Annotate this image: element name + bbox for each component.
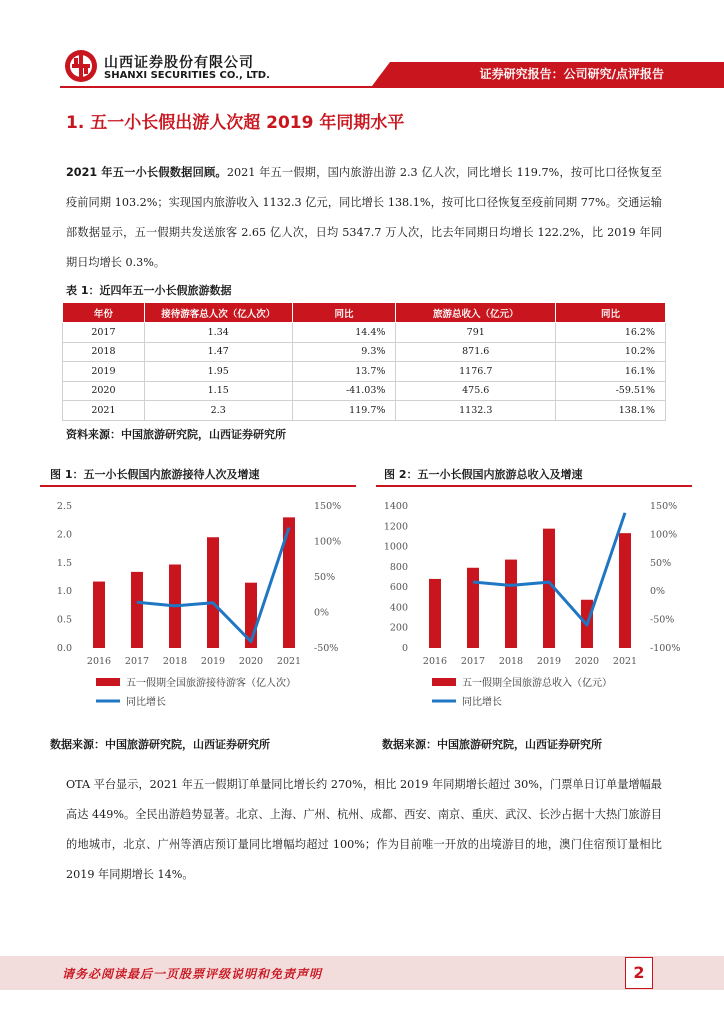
x-tick-label: 2021 <box>612 656 638 667</box>
table-row <box>63 381 666 401</box>
y-right-tick-label: 0% <box>314 607 330 619</box>
cell-visitors-yoy: 14.4% <box>292 323 396 343</box>
company-name-cn: 山西证券股份有限公司 <box>104 55 254 71</box>
y-left-tick-label: 400 <box>389 602 408 614</box>
x-tick-label: 2017 <box>460 656 486 667</box>
legend-bar-swatch <box>96 678 120 686</box>
cell-visitors: 1.34 <box>144 323 292 343</box>
cell-revenue: 475.6 <box>396 381 556 401</box>
x-tick-label: 2017 <box>124 656 150 667</box>
cell-year: 2020 <box>63 381 145 401</box>
table-row <box>63 323 666 343</box>
y-left-tick-label: 1.0 <box>56 586 72 598</box>
y-right-tick-label: 50% <box>314 572 336 583</box>
cell-revenue: 871.6 <box>396 342 556 362</box>
legend-bar-label: 五一假期全国旅游总收入（亿元） <box>462 678 612 689</box>
cell-year: 2017 <box>63 323 145 343</box>
company-logo <box>64 49 98 83</box>
review-body: 2021 年五一假期，国内旅游出游 2.3 亿人次，同比增长 119.7%，按可比口径恢复至疫前同期 103.2%；实现国内旅游收入 1132.3 亿元，同比增长 138.1%，按可比口径恢复至疫前同期 77%。交通运输部数据显示，五一假期共发送旅客 2.65 亿人次，日均 5347.7 万人次，比去年同期日均增长 122.2%，比 2019 年同期日均增长 0.3%。 <box>66 166 662 269</box>
cell-revenue-yoy: -59.51% <box>556 381 666 401</box>
x-tick-label: 2021 <box>276 656 302 667</box>
y-left-tick-label: 0.5 <box>56 614 72 626</box>
figure2-title: 图 2：五一小长假国内旅游总收入及增速 <box>384 468 583 481</box>
holiday-stats-table <box>62 302 666 421</box>
y-right-tick-label: -50% <box>314 643 339 654</box>
x-tick-label: 2018 <box>498 656 524 667</box>
bar-2021 <box>619 533 631 648</box>
header-band-corner <box>372 62 390 86</box>
bar-2016 <box>429 579 441 648</box>
y-left-tick-label: 2.5 <box>56 501 72 512</box>
y-left-tick-label: 200 <box>389 622 408 634</box>
figure2-rule <box>376 485 692 487</box>
bar-2017 <box>467 568 479 648</box>
table-caption: 表 1：近四年五一小长假旅游数据 <box>66 284 232 297</box>
cell-visitors-yoy: -41.03% <box>292 381 396 401</box>
col-header-visitors-yoy: 同比 <box>292 303 396 323</box>
col-header-revenue-yoy: 同比 <box>556 303 666 323</box>
cell-year: 2019 <box>63 362 145 382</box>
y-left-tick-label: 1000 <box>383 541 408 553</box>
cell-revenue: 1132.3 <box>396 401 556 421</box>
cell-visitors-yoy: 13.7% <box>292 362 396 382</box>
bar-2017 <box>131 572 143 648</box>
y-left-tick-label: 1400 <box>383 501 408 512</box>
figure1-source: 数据来源：中国旅游研究院，山西证券研究所 <box>50 738 270 751</box>
visitors-chart <box>40 490 356 730</box>
x-tick-label: 2016 <box>86 656 112 667</box>
cell-revenue: 1176.7 <box>396 362 556 382</box>
cell-visitors: 2.3 <box>144 401 292 421</box>
cell-visitors: 1.95 <box>144 362 292 382</box>
table-row <box>63 362 666 382</box>
y-left-tick-label: 1200 <box>383 521 408 533</box>
y-right-tick-label: 50% <box>650 557 672 569</box>
cell-revenue-yoy: 16.1% <box>556 362 666 382</box>
cell-visitors-yoy: 119.7% <box>292 401 396 421</box>
cell-revenue-yoy: 16.2% <box>556 323 666 343</box>
cell-revenue: 791 <box>396 323 556 343</box>
header-divider <box>60 86 724 88</box>
x-tick-label: 2019 <box>536 656 562 667</box>
table-row <box>63 342 666 362</box>
y-right-tick-label: 150% <box>650 501 678 512</box>
revenue-chart <box>376 490 692 730</box>
y-left-tick-label: 800 <box>389 561 408 573</box>
y-left-tick-label: 600 <box>389 582 408 594</box>
cell-year: 2021 <box>63 401 145 421</box>
cell-year: 2018 <box>63 342 145 362</box>
table-source: 资料来源：中国旅游研究院，山西证券研究所 <box>66 428 286 441</box>
figure1-rule <box>40 485 356 487</box>
x-tick-label: 2020 <box>238 656 264 667</box>
x-tick-label: 2018 <box>162 656 188 667</box>
legend-bar-swatch <box>432 678 456 686</box>
x-tick-label: 2016 <box>422 656 448 667</box>
bar-2019 <box>207 537 219 648</box>
y-right-tick-label: -100% <box>650 643 681 654</box>
company-name-en: SHANXI SECURITIES CO., LTD. <box>104 70 270 81</box>
section-title: 1. 五一小长假出游人次超 2019 年同期水平 <box>66 113 405 133</box>
footer-disclaimer: 请务必阅读最后一页股票评级说明和免责声明 <box>62 967 323 981</box>
ota-paragraph: OTA 平台显示，2021 年五一假期订单量同比增长约 270%，相比 2019 年同期增长超过 30%，门票单日订单量增幅最高达 449%。全民出游趋势显著。北京、上海、广州、杭州、成都、西安、南京、重庆、武汉、长沙占据十大热门旅游目的地城市，北京、广州等酒店预订量同比增幅均超过 100%；作为目前唯一开放的出境游目的地，澳门住宿预订量相比 2019 年同期增长 14%。 <box>66 778 662 881</box>
y-left-tick-label: 2.0 <box>56 529 72 541</box>
col-header-revenue: 旅游总收入（亿元） <box>396 303 556 323</box>
x-tick-label: 2019 <box>200 656 226 667</box>
y-left-tick-label: 0.0 <box>56 643 72 654</box>
page-number: 2 <box>625 957 653 989</box>
y-right-tick-label: 100% <box>650 529 678 541</box>
report-type: 证券研究报告：公司研究/点评报告 <box>479 67 664 81</box>
y-left-tick-label: 0 <box>401 643 408 654</box>
table-header-row <box>63 303 666 323</box>
cell-revenue-yoy: 10.2% <box>556 342 666 362</box>
review-paragraph <box>66 158 662 278</box>
col-header-year: 年份 <box>63 303 145 323</box>
cell-revenue-yoy: 138.1% <box>556 401 666 421</box>
cell-visitors: 1.15 <box>144 381 292 401</box>
y-right-tick-label: 150% <box>314 501 342 512</box>
col-header-visitors: 接待游客总人次（亿人次） <box>144 303 292 323</box>
y-left-tick-label: 1.5 <box>56 557 72 569</box>
table-row <box>63 401 666 421</box>
cell-visitors: 1.47 <box>144 342 292 362</box>
review-lead: 2021 年五一小长假数据回顾。 <box>66 166 227 179</box>
figure1-title: 图 1：五一小长假国内旅游接待人次及增速 <box>50 468 260 481</box>
cell-visitors-yoy: 9.3% <box>292 342 396 362</box>
legend-line-label: 同比增长 <box>126 697 166 708</box>
y-right-tick-label: 0% <box>650 586 666 598</box>
y-right-tick-label: 100% <box>314 536 342 548</box>
bar-2018 <box>505 560 517 648</box>
legend-line-label: 同比增长 <box>462 697 502 708</box>
x-tick-label: 2020 <box>574 656 600 667</box>
figure2-source: 数据来源：中国旅游研究院，山西证券研究所 <box>382 738 602 751</box>
bar-2016 <box>93 582 105 648</box>
legend-bar-label: 五一假期全国旅游接待游客（亿人次） <box>126 678 296 689</box>
y-right-tick-label: -50% <box>650 614 675 626</box>
